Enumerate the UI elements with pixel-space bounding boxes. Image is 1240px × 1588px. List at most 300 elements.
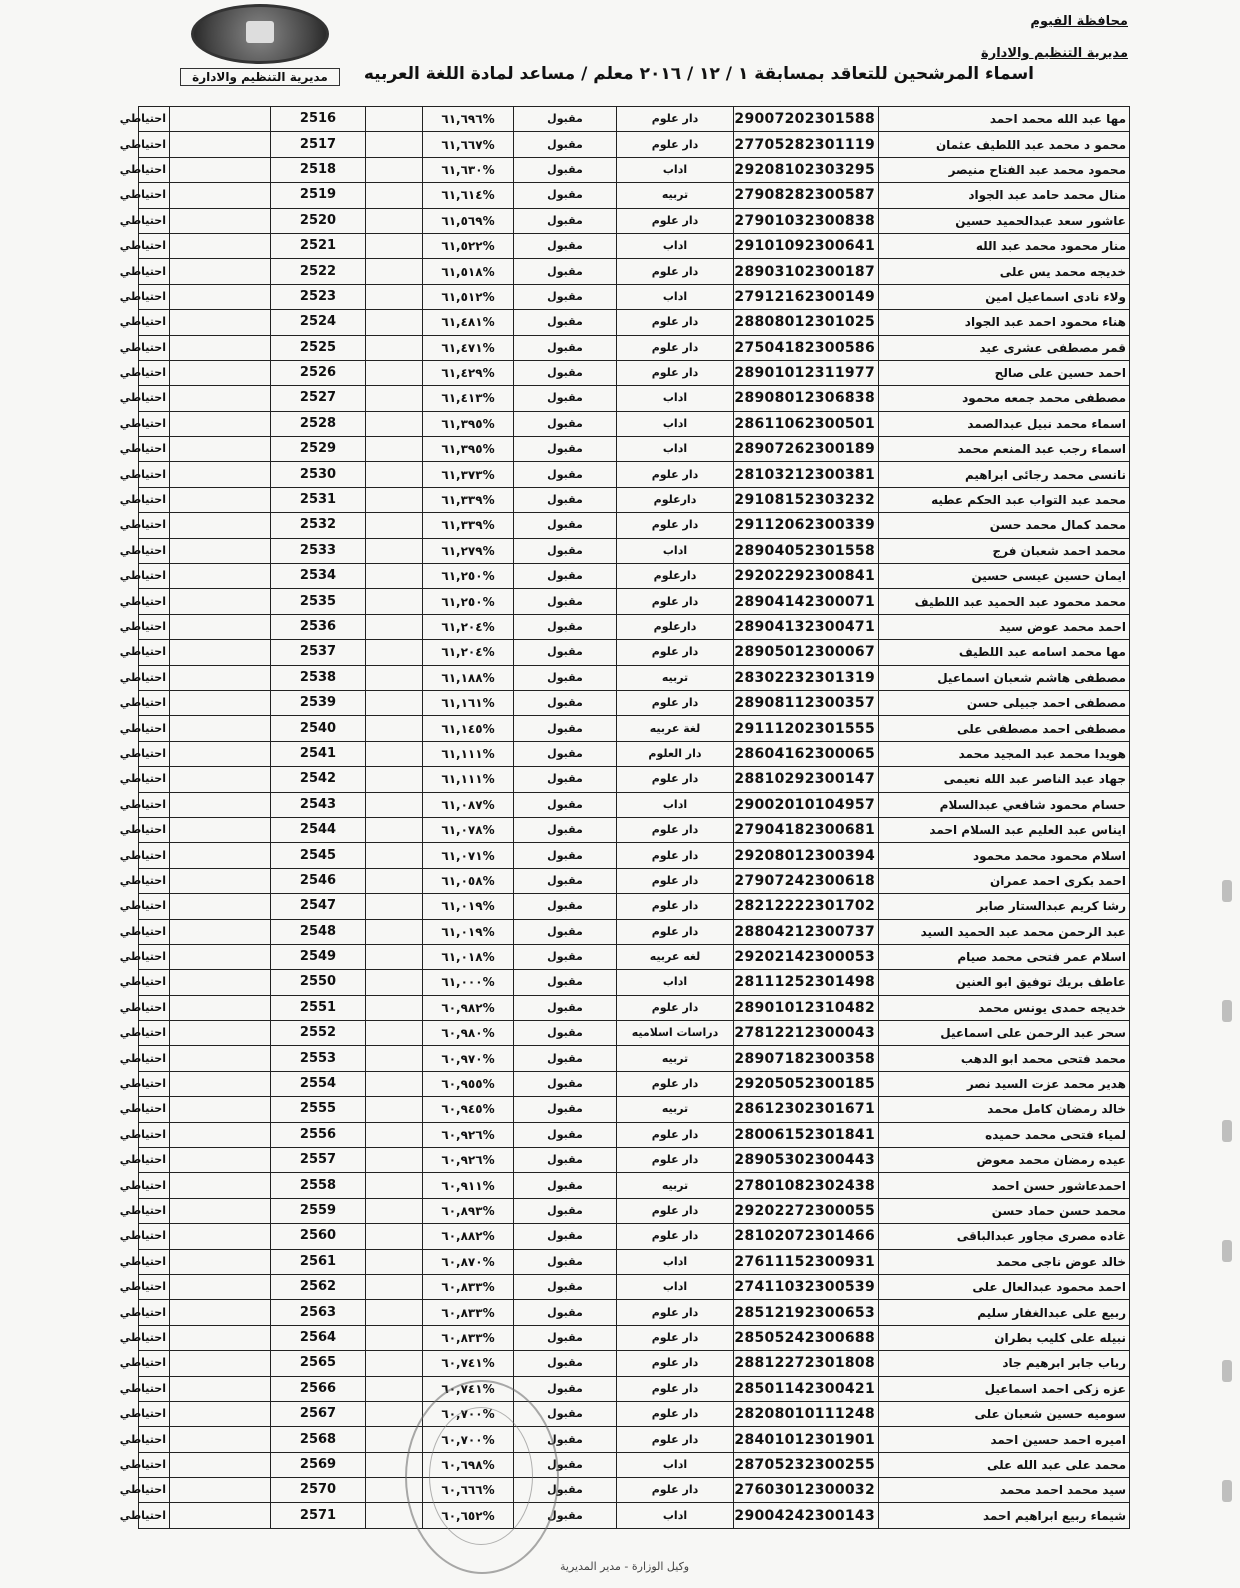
blank-cell [366,284,423,309]
candidate-name: احمد محمد عوض سيد [879,614,1130,639]
footer-signature: وكيل الوزارة - مدير المديرية [560,1560,690,1573]
candidate-name: خديجه حمدى يونس محمد [879,995,1130,1020]
reserve-status: احتياطي [139,843,170,868]
table-row [139,1478,1130,1503]
national-id: 27611152300931 [734,1249,879,1274]
candidate-name: مصطفى احمد جبيلى حسن [879,690,1130,715]
score-percent: %٦١,٠٨٧ [423,792,514,817]
serial-number: 2520 [271,208,366,233]
blank-cell [170,259,271,284]
table-row [139,1198,1130,1223]
candidate-name: اسلام عمر فتحى محمد صيام [879,944,1130,969]
score-percent: %٦١,٠١٨ [423,944,514,969]
reserve-status: احتياطي [139,995,170,1020]
faculty: دار علوم [617,1401,734,1426]
blank-cell [366,437,423,462]
score-percent: %٦١,٢٥٠ [423,564,514,589]
blank-cell [366,1300,423,1325]
logo [180,4,340,86]
candidate-name: رشا كريم عبدالستار صابر [879,894,1130,919]
reserve-status: احتياطي [139,564,170,589]
blank-cell [366,513,423,538]
acceptance-status: مقبول [514,767,617,792]
score-percent: %٦١,٥٢٢ [423,233,514,258]
blank-cell [170,564,271,589]
blank-cell [366,208,423,233]
acceptance-status: مقبول [514,386,617,411]
candidate-name: محمد كمال محمد حسن [879,513,1130,538]
national-id: 28908012306838 [734,386,879,411]
table-row [139,614,1130,639]
acceptance-status: مقبول [514,1503,617,1528]
national-id: 28103212300381 [734,462,879,487]
blank-cell [170,538,271,563]
national-id: 28907182300358 [734,1046,879,1071]
table-row [139,538,1130,563]
candidate-name: قمر مصطفى عشرى عيد [879,335,1130,360]
acceptance-status: مقبول [514,1376,617,1401]
blank-cell [170,1274,271,1299]
faculty: دار علوم [617,513,734,538]
table-row [139,284,1130,309]
table-row [139,944,1130,969]
blank-cell [170,1046,271,1071]
score-percent: %٦٠,٨٧٠ [423,1249,514,1274]
acceptance-status: مقبول [514,1300,617,1325]
score-percent: %٦١,٦١٤ [423,183,514,208]
score-percent: %٦٠,٧٤١ [423,1376,514,1401]
acceptance-status: مقبول [514,157,617,182]
candidate-name: محمد فتحى محمد ابو الدهب [879,1046,1130,1071]
table-row [139,1376,1130,1401]
acceptance-status: مقبول [514,1427,617,1452]
blank-cell [366,1325,423,1350]
blank-cell [366,817,423,842]
acceptance-status: مقبول [514,1325,617,1350]
score-percent: %٦١,١٦١ [423,690,514,715]
reserve-status: احتياطي [139,411,170,436]
acceptance-status: مقبول [514,1198,617,1223]
score-percent: %٦٠,٨٨٢ [423,1224,514,1249]
table-row [139,1122,1130,1147]
faculty: دار علوم [617,1198,734,1223]
acceptance-status: مقبول [514,1122,617,1147]
national-id: 28006152301841 [734,1122,879,1147]
reserve-status: احتياطي [139,310,170,335]
score-percent: %٦١,٤٨١ [423,310,514,335]
faculty: دار علوم [617,589,734,614]
table-row [139,1097,1130,1122]
candidate-name: اسماء رجب عبد المنعم محمد [879,437,1130,462]
acceptance-status: مقبول [514,690,617,715]
national-id: 28212222301702 [734,894,879,919]
serial-number: 2553 [271,1046,366,1071]
blank-cell [366,1198,423,1223]
acceptance-status: مقبول [514,107,617,132]
acceptance-status: مقبول [514,843,617,868]
blank-cell [366,767,423,792]
national-id: 29111202301555 [734,716,879,741]
table-row [139,1274,1130,1299]
acceptance-status: مقبول [514,1452,617,1477]
score-percent: %٦١,٤٧١ [423,335,514,360]
blank-cell [366,843,423,868]
score-percent: %٦١,٠٥٨ [423,868,514,893]
table-row [139,970,1130,995]
table-row [139,665,1130,690]
reserve-status: احتياطي [139,919,170,944]
blank-cell [170,233,271,258]
table-row [139,817,1130,842]
blank-cell [366,487,423,512]
candidate-name: ربيع على عبدالغفار سليم [879,1300,1130,1325]
blank-cell [170,1148,271,1173]
serial-number: 2538 [271,665,366,690]
blank-cell [366,1148,423,1173]
score-percent: %٦١,٥٦٩ [423,208,514,233]
serial-number: 2519 [271,183,366,208]
blank-cell [170,284,271,309]
score-percent: %٦٠,٧٠٠ [423,1427,514,1452]
reserve-status: احتياطي [139,665,170,690]
faculty: اداب [617,970,734,995]
table-row [139,1021,1130,1046]
score-percent: %٦٠,٩٨٢ [423,995,514,1020]
acceptance-status: مقبول [514,310,617,335]
blank-cell [170,310,271,335]
blank-cell [366,157,423,182]
candidate-name: نانسى محمد رجائى ابراهيم [879,462,1130,487]
serial-number: 2552 [271,1021,366,1046]
blank-cell [366,386,423,411]
blank-cell [366,310,423,335]
national-id: 29202272300055 [734,1198,879,1223]
acceptance-status: مقبول [514,894,617,919]
blank-cell [170,970,271,995]
faculty: اداب [617,386,734,411]
blank-cell [170,741,271,766]
acceptance-status: مقبول [514,614,617,639]
blank-cell [170,1325,271,1350]
national-id: 28903102300187 [734,259,879,284]
faculty: دارعلوم [617,564,734,589]
national-id: 27705282301119 [734,132,879,157]
national-id: 27912162300149 [734,284,879,309]
national-id: 27904182300681 [734,817,879,842]
score-percent: %٦١,١٨٨ [423,665,514,690]
faculty: اداب [617,1503,734,1528]
emblem-icon [191,4,329,64]
national-id: 27801082302438 [734,1173,879,1198]
serial-number: 2516 [271,107,366,132]
national-id: 29002010104957 [734,792,879,817]
blank-cell [170,1376,271,1401]
blank-cell [170,107,271,132]
binder-hole-mark [1222,880,1232,902]
candidates-table [119,106,1130,1524]
reserve-status: احتياطي [139,944,170,969]
table-row [139,259,1130,284]
faculty: دار علوم [617,894,734,919]
blank-cell [170,1401,271,1426]
reserve-status: احتياطي [139,690,170,715]
blank-cell [170,894,271,919]
serial-number: 2536 [271,614,366,639]
acceptance-status: مقبول [514,1351,617,1376]
candidate-name: سوميه حسين شعبان على [879,1401,1130,1426]
faculty: لغة عربيه [617,716,734,741]
national-id: 28808012301025 [734,310,879,335]
acceptance-status: مقبول [514,411,617,436]
table-row [139,792,1130,817]
header-block [981,6,1128,70]
acceptance-status: مقبول [514,995,617,1020]
reserve-status: احتياطي [139,233,170,258]
score-percent: %٦١,٢٠٤ [423,640,514,665]
national-id: 27504182300586 [734,335,879,360]
score-percent: %٦١,٠٠٠ [423,970,514,995]
score-percent: %٦١,٠٧١ [423,843,514,868]
national-id: 28901012310482 [734,995,879,1020]
faculty: دار علوم [617,360,734,385]
national-id: 27901032300838 [734,208,879,233]
candidate-name: غاده مصرى مجاور عبدالباقى [879,1224,1130,1249]
table-row [139,487,1130,512]
candidate-name: محمد محمود عبد الحميد عبد اللطيف [879,589,1130,614]
serial-number: 2528 [271,411,366,436]
score-percent: %٦٠,٩١١ [423,1173,514,1198]
reserve-status: احتياطي [139,1046,170,1071]
table-row [139,1427,1130,1452]
serial-number: 2524 [271,310,366,335]
candidate-name: جهاد عبد الناصر عبد الله نعيمى [879,767,1130,792]
score-percent: %٦١,٣٣٩ [423,513,514,538]
reserve-status: احتياطي [139,157,170,182]
candidate-name: عيده رمضان محمد معوض [879,1148,1130,1173]
national-id: 28505242300688 [734,1325,879,1350]
blank-cell [366,995,423,1020]
candidate-name: محمو د محمد عبد اللطيف عثمان [879,132,1130,157]
blank-cell [366,132,423,157]
blank-cell [366,614,423,639]
table-row [139,335,1130,360]
blank-cell [170,640,271,665]
faculty: دار علوم [617,132,734,157]
reserve-status: احتياطي [139,183,170,208]
serial-number: 2556 [271,1122,366,1147]
candidate-name: محمد حسن حماد حسن [879,1198,1130,1223]
score-percent: %٦١,٠١٩ [423,919,514,944]
governorate-label: محافظة الفيوم [1030,14,1128,29]
serial-number: 2555 [271,1097,366,1122]
acceptance-status: مقبول [514,564,617,589]
serial-number: 2534 [271,564,366,589]
serial-number: 2550 [271,970,366,995]
faculty: دراسات اسلاميه [617,1021,734,1046]
candidate-name: خالد رمضان كامل محمد [879,1097,1130,1122]
national-id: 27908282300587 [734,183,879,208]
blank-cell [170,868,271,893]
reserve-status: احتياطي [139,1198,170,1223]
candidate-name: سحر عبد الرحمن على اسماعيل [879,1021,1130,1046]
faculty: تربيه [617,1097,734,1122]
national-id: 27603012300032 [734,1478,879,1503]
serial-number: 2545 [271,843,366,868]
national-id: 29208012300394 [734,843,879,868]
blank-cell [170,1249,271,1274]
national-id: 28812272301808 [734,1351,879,1376]
blank-cell [366,411,423,436]
acceptance-status: مقبول [514,944,617,969]
blank-cell [170,1503,271,1528]
table-row [139,1300,1130,1325]
blank-cell [170,183,271,208]
serial-number: 2557 [271,1148,366,1173]
blank-cell [170,360,271,385]
faculty: دار علوم [617,640,734,665]
candidate-name: مها عبد الله محمد احمد [879,107,1130,132]
score-percent: %٦٠,٨٩٣ [423,1198,514,1223]
score-percent: %٦١,٢٥٠ [423,589,514,614]
acceptance-status: مقبول [514,868,617,893]
table-row [139,640,1130,665]
faculty: دار علوم [617,1427,734,1452]
faculty: اداب [617,792,734,817]
blank-cell [170,843,271,868]
national-id: 29202292300841 [734,564,879,589]
reserve-status: احتياطي [139,437,170,462]
serial-number: 2529 [271,437,366,462]
blank-cell [170,513,271,538]
serial-number: 2554 [271,1071,366,1096]
acceptance-status: مقبول [514,462,617,487]
blank-cell [366,1097,423,1122]
table-row [139,513,1130,538]
score-percent: %٦٠,٩٥٥ [423,1071,514,1096]
acceptance-status: مقبول [514,284,617,309]
candidate-name: ولاء نادى اسماعيل امين [879,284,1130,309]
faculty: دار علوم [617,335,734,360]
serial-number: 2558 [271,1173,366,1198]
reserve-status: احتياطي [139,1325,170,1350]
blank-cell [366,335,423,360]
table-row [139,843,1130,868]
table-row [139,1452,1130,1477]
faculty: دارعلوم [617,614,734,639]
blank-cell [170,157,271,182]
faculty: تربيه [617,665,734,690]
score-percent: %٦٠,٩٢٦ [423,1122,514,1147]
serial-number: 2523 [271,284,366,309]
blank-cell [170,1173,271,1198]
faculty: دارعلوم [617,487,734,512]
table-row [139,716,1130,741]
reserve-status: احتياطي [139,1122,170,1147]
acceptance-status: مقبول [514,1097,617,1122]
blank-cell [170,1478,271,1503]
blank-cell [170,1097,271,1122]
blank-cell [366,792,423,817]
faculty: اداب [617,538,734,563]
score-percent: %٦٠,٧٠٠ [423,1401,514,1426]
national-id: 28208010111248 [734,1401,879,1426]
score-percent: %٦٠,٩٨٠ [423,1021,514,1046]
reserve-status: احتياطي [139,386,170,411]
table-row [139,919,1130,944]
candidate-name: عزه زكى احمد اسماعيل [879,1376,1130,1401]
blank-cell [170,944,271,969]
reserve-status: احتياطي [139,1427,170,1452]
blank-cell [366,360,423,385]
blank-cell [366,944,423,969]
table-row [139,360,1130,385]
candidate-name: منار محمود محمد عبد الله [879,233,1130,258]
national-id: 28907262300189 [734,437,879,462]
score-percent: %٦٠,٧٤١ [423,1351,514,1376]
reserve-status: احتياطي [139,1224,170,1249]
serial-number: 2570 [271,1478,366,1503]
score-percent: %٦١,٠١٩ [423,894,514,919]
acceptance-status: مقبول [514,1249,617,1274]
acceptance-status: مقبول [514,259,617,284]
blank-cell [170,437,271,462]
faculty: دار علوم [617,868,734,893]
table-row [139,1325,1130,1350]
table-row [139,233,1130,258]
reserve-status: احتياطي [139,716,170,741]
acceptance-status: مقبول [514,1046,617,1071]
reserve-status: احتياطي [139,259,170,284]
directorate-label: مديرية التنظيم والادارة [981,46,1128,61]
acceptance-status: مقبول [514,970,617,995]
reserve-status: احتياطي [139,1478,170,1503]
candidate-name: ايناس عبد العليم عبد السلام احمد [879,817,1130,842]
table-row [139,132,1130,157]
serial-number: 2533 [271,538,366,563]
blank-cell [366,716,423,741]
faculty: دار علوم [617,107,734,132]
blank-cell [366,1046,423,1071]
table-row [139,589,1130,614]
acceptance-status: مقبول [514,792,617,817]
reserve-status: احتياطي [139,284,170,309]
serial-number: 2569 [271,1452,366,1477]
acceptance-status: مقبول [514,665,617,690]
table-row [139,386,1130,411]
serial-number: 2549 [271,944,366,969]
serial-number: 2551 [271,995,366,1020]
national-id: 29007202301588 [734,107,879,132]
table-row [139,1224,1130,1249]
candidate-name: خديجه محمد يس على [879,259,1130,284]
score-percent: %٦١,٣٩٥ [423,411,514,436]
national-id: 29205052300185 [734,1071,879,1096]
faculty: دار علوم [617,843,734,868]
candidate-name: سيد محمد احمد محمد [879,1478,1130,1503]
faculty: اداب [617,1249,734,1274]
serial-number: 2537 [271,640,366,665]
acceptance-status: مقبول [514,1224,617,1249]
serial-number: 2561 [271,1249,366,1274]
blank-cell [170,487,271,512]
national-id: 28611062300501 [734,411,879,436]
national-id: 28905302300443 [734,1148,879,1173]
reserve-status: احتياطي [139,640,170,665]
candidate-name: منال محمد حامد عبد الجواد [879,183,1130,208]
blank-cell [170,614,271,639]
blank-cell [170,817,271,842]
candidate-name: اسلام محمود محمد محمود [879,843,1130,868]
